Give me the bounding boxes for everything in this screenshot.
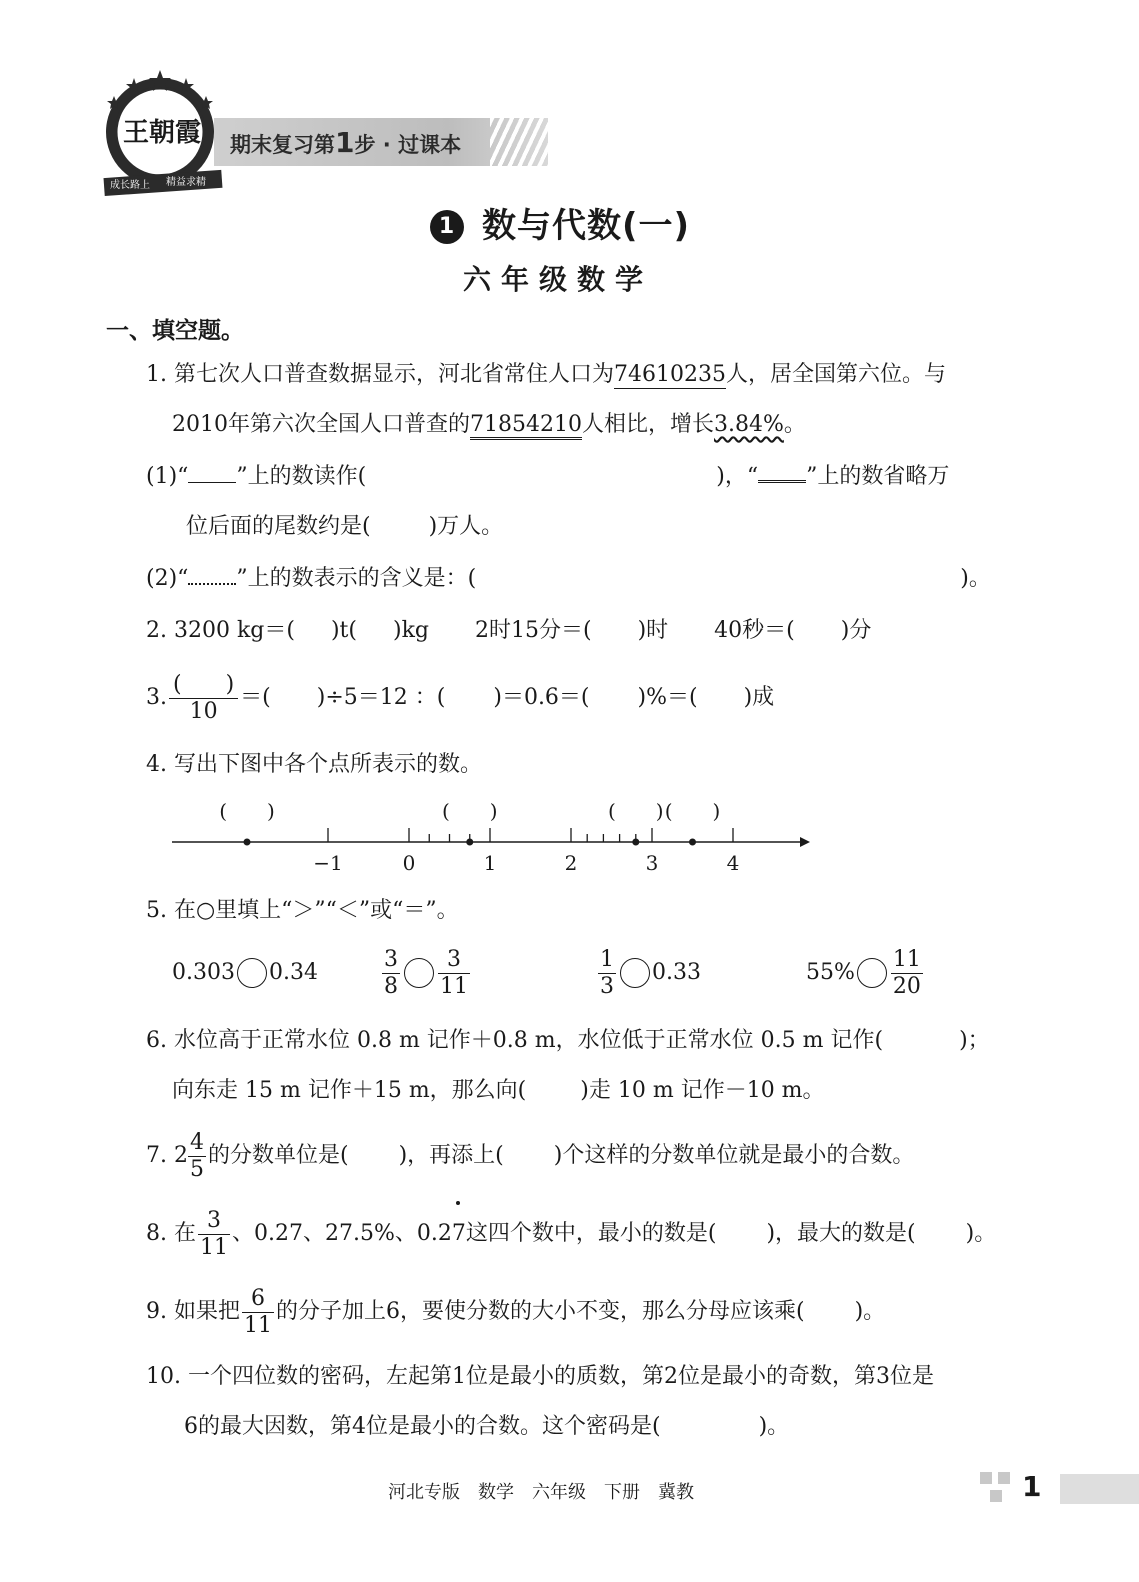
section-heading: 一、填空题。 [106,318,244,344]
number-line-label: −1 [313,851,343,875]
q10-line2: 6的最大因数，第4位是最小的合数。这个密码是( )。 [184,1414,790,1439]
q5-c: $\frac{1}{3}$ 0.33 [600,946,701,999]
q8-fraction: $\frac{3}{11}$ [199,1207,228,1260]
q1-double-underline-sample [758,480,806,483]
header-band-stripes [490,118,550,166]
q5-a-compare-circle[interactable] [237,958,267,988]
chapter-title [430,198,690,247]
q5-text: 5. 在○里填上“＞”“＜”或“＝”。 [146,898,459,923]
number-line-label: 0 [402,851,416,875]
number-line-answer-blank[interactable]: ( ) [441,799,498,823]
number-line-answer-blank[interactable]: ( ) [607,799,664,823]
footer-deco-square [998,1472,1010,1484]
brand-logo [100,66,224,200]
q9-fraction: $\frac{6}{11}$ [243,1285,272,1338]
footer-edition: 河北专版 数学 六年级 下册 冀教 [388,1482,694,1503]
chapter-number-badge: 1 [430,210,464,244]
q6-line1: 6. 水位高于正常水位 0.8 m 记作＋0.8 m，水位低于正常水位 0.5 m 记作( )； [146,1028,990,1053]
number-line-point [632,839,639,846]
q1-wavy-underline-sample [188,583,236,585]
number-line-arrow-icon [800,837,810,847]
chapter-subtitle: 六年级数学 [463,263,654,296]
brand-tag-right: 精益求精 [166,177,206,188]
q1-population-2020: 74610235 [614,362,726,387]
q5-a: 0.303 0.34 [172,958,318,988]
series-step: 1 [335,126,355,159]
q5-b [380,945,472,1001]
q1-sub2: (2)“ ”上的数表示的含义是：( )。 [146,566,991,591]
q5-d-fraction: $\frac{11}{20}$ [892,946,921,999]
q8-repeating-digit: 7 [452,1206,466,1262]
footer-deco-square [990,1490,1002,1502]
brand-name: 王朝霞 [122,118,201,148]
q5-d: 55% $\frac{11}{20}$ [806,946,921,999]
q3-numerator-blank[interactable]: ( ) [169,672,238,699]
number-line-answer-blank[interactable]: ( ) [664,799,721,823]
q1-line2: 2010年第六次全国人口普查的71854210人相比，增长3.84%。 [172,410,806,440]
q5-d-compare-circle[interactable] [857,958,887,988]
chapter-title-text: 数与代数(一) [482,206,691,246]
series-suffix: 步 · 过课本 [354,133,462,157]
q1-population-2010: 71854210 [470,412,582,440]
q1-line1: 1. 第七次人口普查数据显示，河北省常住人口为74610235人，居全国第六位。与 [146,362,946,387]
number-line-answer-blank[interactable]: ( ) [219,799,275,823]
number-line [160,796,820,882]
number-line-label: 3 [645,851,659,875]
q5-b-compare-circle[interactable] [404,958,434,988]
footer-page-bar [1060,1474,1139,1504]
q3: 3. $\frac{( )}{10}$ ＝( )÷5＝12 ：( )＝0.6＝( )%＝( )成 [146,671,775,724]
q5-b-right-fraction: $\frac{3}{11}$ [440,946,468,999]
series-prefix: 期末复习第 [230,133,335,157]
footer-deco-square [980,1472,992,1484]
q7-fraction: $\frac{4}{5}$ [189,1129,204,1182]
q2: 2. 3200 kg＝( )t( )kg 2时15分＝( )时 40秒＝( )分 [146,618,872,643]
series-title [230,126,461,159]
q4-text: 4. 写出下图中各个点所表示的数。 [146,752,482,777]
q8: 8. 在 $\frac{3}{11}$ 、0.27、27.5%、0.27这四个数中，最小的数是( )，最大的数是( )。 [146,1206,996,1262]
number-line-point [244,839,251,846]
q5-c-fraction: $\frac{1}{3}$ [600,946,614,999]
q10-line1: 10. 一个四位数的密码，左起第1位是最小的质数，第2位是最小的奇数，第3位是 [146,1364,934,1389]
q5-b-left-fraction: $\frac{3}{8}$ [384,946,398,999]
q1-single-underline-sample [188,481,236,483]
number-line-point [466,839,473,846]
number-line-label: 4 [726,851,740,875]
q1-sub1-line1: (1)“ ”上的数读作( )，“ ”上的数省略万 [146,464,950,489]
number-line-label: 2 [564,851,578,875]
number-line-label: 1 [483,851,497,875]
q6-line2: 向东走 15 m 记作＋15 m，那么向( )走 10 m 记作－10 m。 [172,1078,825,1103]
q1-sub1-line2: 位后面的尾数约是( )万人。 [186,514,504,539]
page-number: 1 [1022,1470,1042,1503]
q7: 7. 2 $\frac{4}{5}$ 的分数单位是( )，再添上( )个这样的分数单位就是最小的合数。 [146,1129,915,1182]
q9: 9. 如果把 $\frac{6}{11}$ 的分子加上6，要使分数的大小不变，那么分母应该乘( )。 [146,1285,886,1338]
q3-fraction: $\frac{( )}{10}$ [169,672,238,725]
q5-c-compare-circle[interactable] [620,958,650,988]
q1-growth-rate: 3.84% [714,412,784,437]
number-line-point [689,839,696,846]
brand-tag-left: 成长路上 [110,180,150,191]
